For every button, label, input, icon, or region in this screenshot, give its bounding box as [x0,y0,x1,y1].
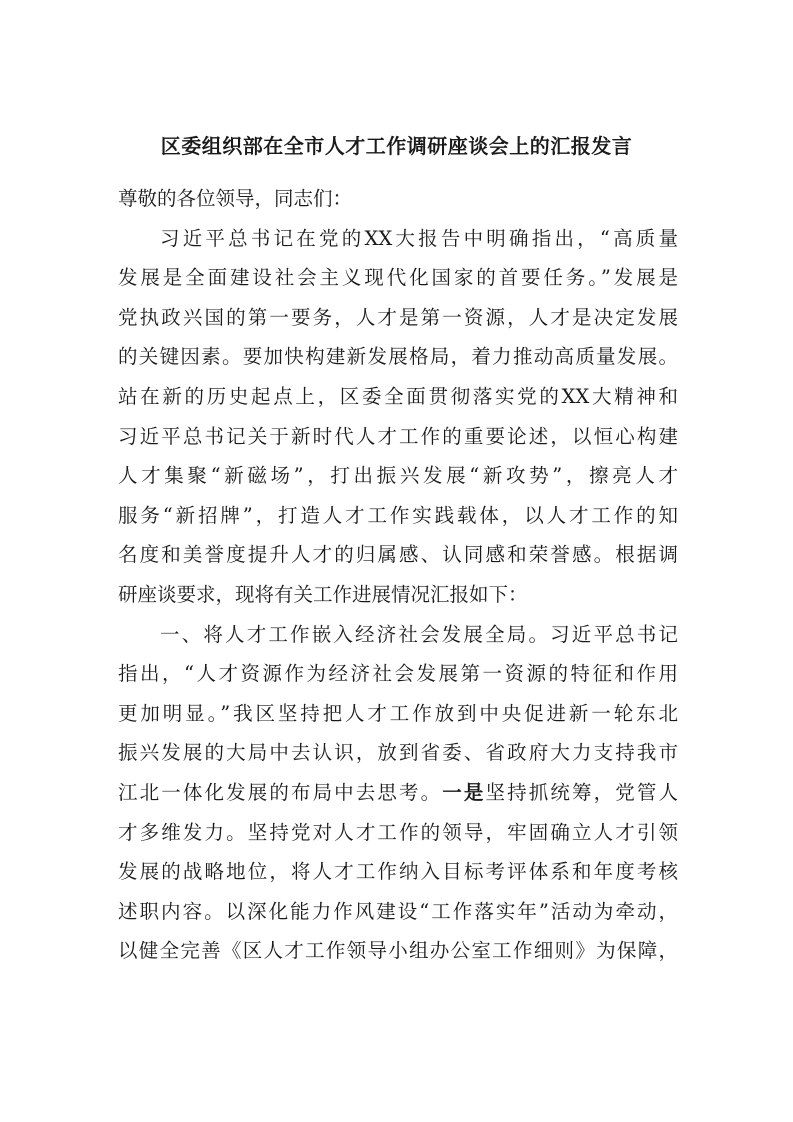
paragraph-section-one [118,615,678,971]
paragraph-line: 述职内容。以深化能力作风建设“工作落实年”活动为牵动， [118,899,678,923]
paragraph-line: 研座谈要求，现将有关工作进展情况汇报如下： [118,582,528,606]
paragraph-line: 振兴发展的大局中去认识，放到省委、省政府大力支持我市 [118,741,678,765]
paragraph-line: 以健全完善《区人才工作领导小组办公室工作细则》为保障， [118,939,678,963]
paragraph-line: 名度和美誉度提升人才的归属感、认同感和荣誉感。根据调 [118,543,678,567]
document-title: 区委组织部在全市人才工作调研座谈会上的汇报发言 [160,134,633,158]
salutation: 尊敬的各位领导，同志们： [118,187,353,210]
paragraph-line: 发展是全面建设社会主义现代化国家的首要任务。”发展是 [118,266,678,290]
paragraph-line: 指出，“人才资源作为经济社会发展第一资源的特征和作用 [118,662,678,686]
paragraph-line: 党执政兴国的第一要务，人才是第一资源，人才是决定发展 [118,305,678,329]
paragraph-line: 一、将人才工作嵌入经济社会发展全局。习近平总书记 [160,622,678,646]
emphasis-text: 一是 [442,780,486,804]
paragraph-intro [118,219,678,615]
paragraph-line: 人才集聚“新磁场”，打出振兴发展“新攻势”，擦亮人才 [118,464,678,488]
paragraph-line: 服务“新招牌”，打造人才工作实践载体，以人才工作的知 [118,503,678,527]
line-text: 江北一体化发展的布局中去思考。 [118,780,443,804]
paragraph-line: 更加明显。”我区坚持把人才工作放到中央促进新一轮东北 [118,701,678,725]
paragraph-line: 才多维发力。坚持党对人才工作的领导，牢固确立人才引领 [118,820,678,844]
line-text: 坚持抓统筹，党管人 [485,780,678,804]
document-body [118,179,678,971]
paragraph-line: 的关键因素。要加快构建新发展格局，着力推动高质量发展。 [118,345,678,369]
paragraph-line-mixed [118,773,678,813]
paragraph-line: 习近平总书记关于新时代人才工作的重要论述，以恒心构建 [118,424,678,448]
paragraph-line: 习近平总书记在党的XX大报告中明确指出，“高质量 [160,226,678,250]
paragraph-line: 站在新的历史起点上，区委全面贯彻落实党的XX大精神和 [118,384,678,408]
paragraph-line: 发展的战略地位，将人才工作纳入目标考评体系和年度考核 [118,860,678,884]
